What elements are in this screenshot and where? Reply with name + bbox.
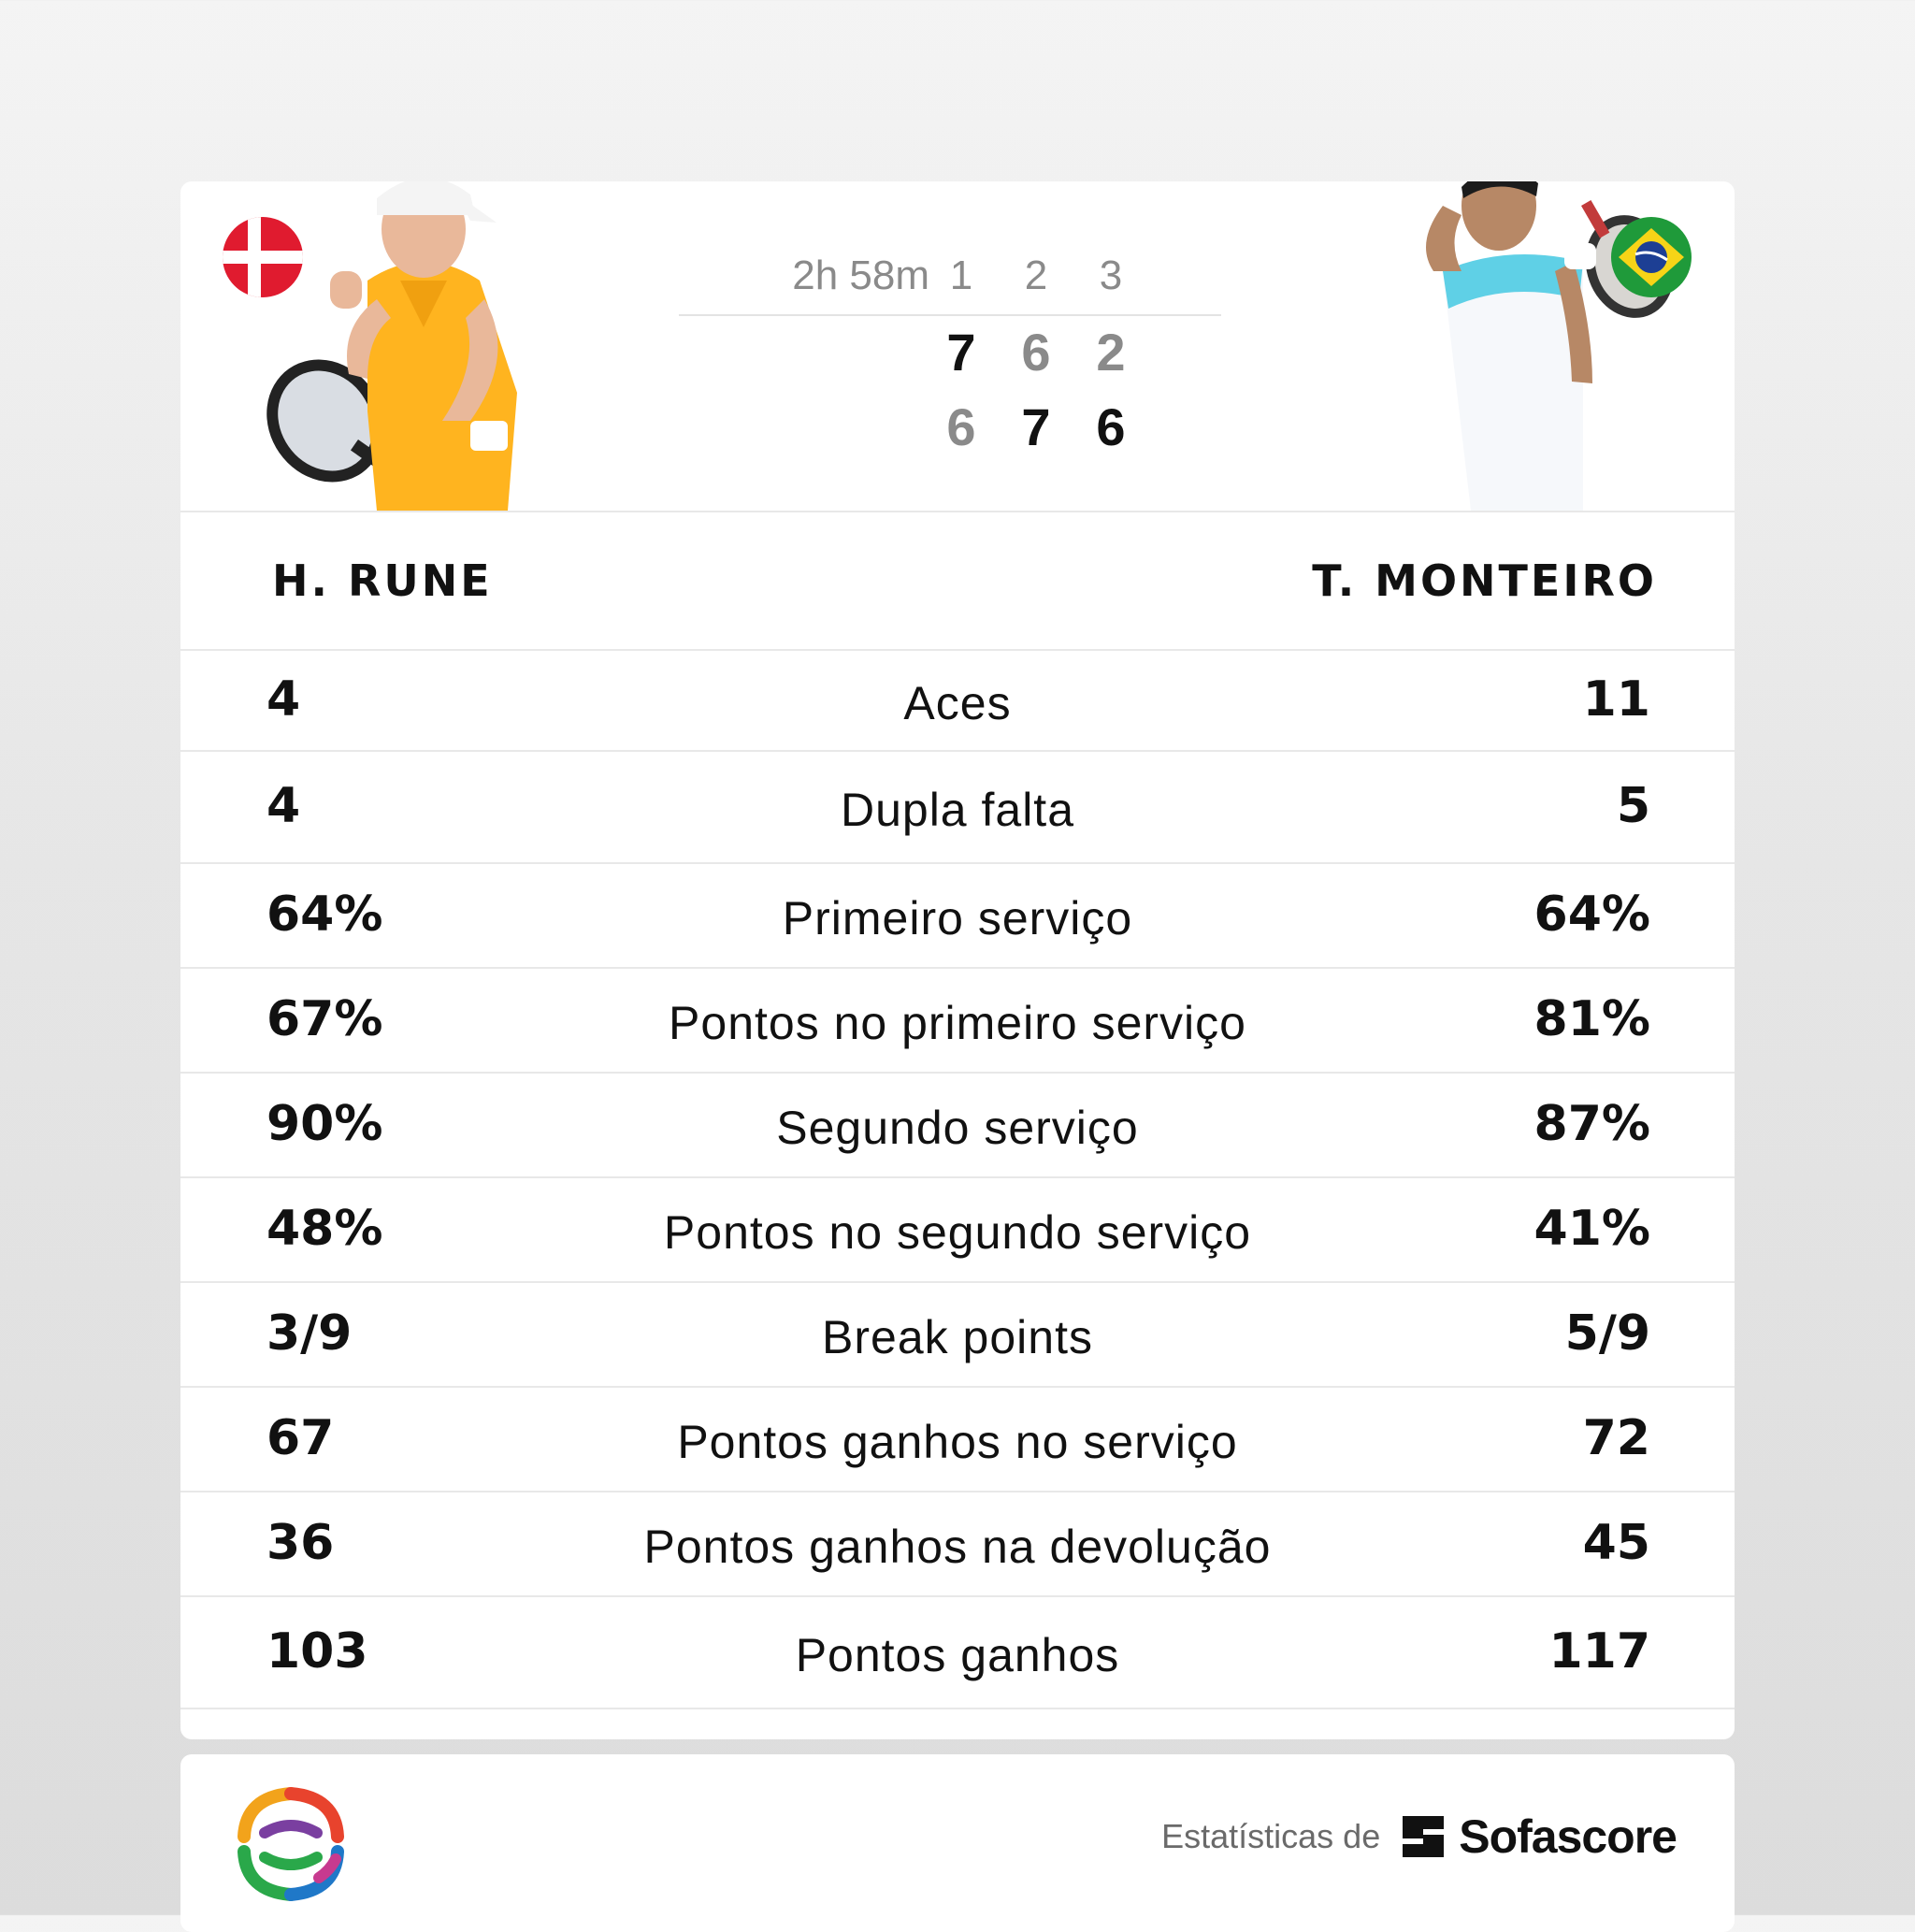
stat-value-player2: 5/9 [1564,1305,1650,1362]
sofascore-logo-icon [1399,1812,1447,1861]
stat-value-player1: 48% [266,1200,383,1257]
stats-card [180,181,1735,1739]
match-duration: 2h 58m [792,252,929,298]
set-score: 6 [1096,397,1126,456]
player1-score-row [679,322,1221,382]
stat-row [180,1281,1735,1386]
credit-text: Estatísticas de [1161,1817,1381,1855]
set-score: 6 [1021,323,1051,382]
stat-label: Pontos ganhos no serviço [677,1415,1238,1468]
stat-row [180,1386,1735,1491]
brand-name: Sofascore [1459,1810,1677,1863]
set-score: 6 [946,397,976,456]
stat-value-player2: 117 [1548,1622,1650,1680]
stat-label: Aces [903,676,1012,729]
set-score: 7 [1021,397,1051,456]
stat-value-player1: 90% [266,1095,383,1152]
stat-value-player2: 81% [1533,990,1650,1047]
stat-value-player1: 4 [266,777,301,834]
player2-score-row [679,396,1221,456]
stat-row [180,1176,1735,1281]
score-header [679,252,1221,307]
stat-row [180,1072,1735,1176]
stat-value-player2: 45 [1582,1514,1650,1571]
stat-value-player2: 41% [1533,1200,1650,1257]
set-score: 2 [1096,323,1126,382]
stat-value-player2: 87% [1533,1095,1650,1152]
stat-value-player1: 67 [266,1409,335,1466]
score-divider [679,314,1221,316]
stat-row [180,649,1735,750]
stat-label: Pontos no primeiro serviço [669,996,1246,1049]
stat-value-player1: 67% [266,990,383,1047]
stat-label: Pontos ganhos na devolução [643,1520,1272,1573]
stat-value-player2: 11 [1582,670,1650,728]
stat-value-player1: 4 [266,670,301,728]
stat-label: Primeiro serviço [782,891,1133,944]
stat-label: Dupla falta [840,783,1075,836]
stat-row [180,1595,1735,1709]
set-number: 2 [1024,252,1048,298]
stats-credit [1161,1809,1677,1865]
player2-name: T. MONTEIRO [1312,555,1657,606]
stat-row [180,1491,1735,1595]
player1-photo [237,181,573,511]
stat-label: Pontos ganhos [795,1628,1120,1681]
brazil-flag-icon [1611,217,1692,297]
stat-row [180,862,1735,967]
stat-value-player1: 103 [266,1622,368,1680]
footer [180,1754,1735,1932]
match-header [180,181,1735,511]
stats-table [180,649,1735,1709]
stat-value-player1: 3/9 [266,1305,353,1362]
player1-name: H. RUNE [272,555,493,606]
stat-row [180,750,1735,862]
header-divider [180,511,1735,512]
league-logo-icon [227,1781,354,1908]
stat-value-player2: 72 [1582,1409,1650,1466]
set-score: 7 [946,323,976,382]
stat-row [180,967,1735,1072]
stat-value-player2: 64% [1533,886,1650,943]
stat-value-player1: 36 [266,1514,335,1571]
set-number: 3 [1099,252,1123,298]
stat-value-player2: 5 [1616,777,1650,834]
set-number: 1 [949,252,973,298]
stat-label: Break points [822,1310,1093,1363]
stat-label: Pontos no segundo serviço [663,1205,1252,1259]
stat-value-player1: 64% [266,886,383,943]
stat-label: Segundo serviço [776,1101,1139,1154]
